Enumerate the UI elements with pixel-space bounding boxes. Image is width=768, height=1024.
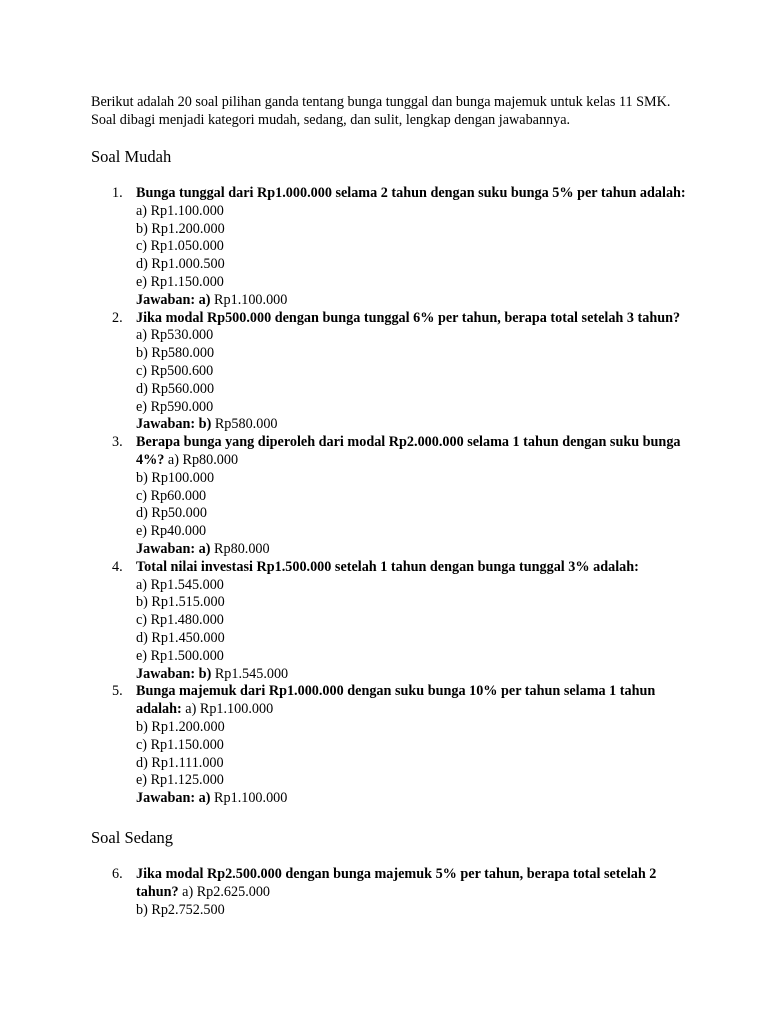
- answer-label: Jawaban: b): [136, 665, 212, 682]
- question-item: [91, 434, 691, 559]
- question-number: 2.: [112, 309, 123, 326]
- option: e) Rp40.000: [136, 523, 207, 540]
- option: e) Rp1.150.000: [136, 273, 224, 290]
- answer-value: Rp1.100.000: [214, 790, 288, 807]
- answer-line: [136, 666, 691, 684]
- answer-value: Rp1.100.000: [214, 291, 288, 308]
- answer-label: Jawaban: b): [136, 416, 212, 433]
- answer-value: Rp80.000: [214, 540, 270, 557]
- option: e) Rp590.000: [136, 398, 214, 415]
- question-number: 6.: [112, 866, 123, 882]
- question-item: [91, 866, 691, 919]
- option: d) Rp50.000: [136, 505, 207, 522]
- question-text: Total nilai investasi Rp1.500.000 setelah 1 tahun dengan bunga tunggal 3% adalah:: [136, 558, 639, 575]
- option: b) Rp2.752.500: [136, 901, 225, 918]
- section-heading: Soal Sedang: [91, 828, 174, 847]
- option: b) Rp580.000: [136, 345, 215, 362]
- option-a: a) Rp1.100.000: [136, 202, 224, 219]
- answer-line: [136, 790, 691, 808]
- question-list: [91, 185, 691, 808]
- option: d) Rp1.450.000: [136, 629, 225, 646]
- option-a: a) Rp2.625.000: [182, 883, 271, 900]
- question-text: Jika modal Rp500.000 dengan bunga tunggal 6% per tahun, berapa total setelah 3 tahun?: [136, 309, 681, 326]
- option: c) Rp1.480.000: [136, 612, 224, 629]
- answer-label: Jawaban: a): [136, 540, 211, 557]
- question-number: 3.: [112, 434, 123, 451]
- option: c) Rp1.150.000: [136, 736, 224, 753]
- answer-label: Jawaban: a): [136, 291, 211, 308]
- question-list: [91, 866, 691, 919]
- answer-line: [136, 292, 691, 310]
- option: e) Rp1.500.000: [136, 647, 224, 664]
- option: c) Rp1.050.000: [136, 238, 224, 255]
- question-text: Berapa bunga yang diperoleh dari modal Rp2.000.000 selama 1 tahun dengan suku bunga 4%?: [136, 434, 681, 468]
- answer-value: Rp580.000: [214, 416, 278, 433]
- question-number: 1.: [112, 185, 123, 201]
- option: d) Rp1.111.000: [136, 754, 224, 771]
- answer-label: Jawaban: a): [136, 790, 211, 807]
- option-a: a) Rp1.100.000: [185, 701, 274, 718]
- option: c) Rp500.600: [136, 362, 214, 379]
- option: b) Rp100.000: [136, 469, 215, 486]
- question-text: Bunga majemuk dari Rp1.000.000 dengan suku bunga 10% per tahun selama 1 tahun adalah:: [136, 683, 656, 718]
- option: d) Rp560.000: [136, 380, 215, 397]
- option: d) Rp1.000.500: [136, 256, 225, 273]
- question-item: [91, 310, 691, 435]
- intro-paragraph: Berikut adalah 20 soal pilihan ganda tentang bunga tunggal dan bunga majemuk untuk kelas 11 SMK. Soal dibagi menjadi kategori mudah, sedang, dan sulit, lengkap dengan jawabannya.: [91, 94, 671, 128]
- option: b) Rp1.200.000: [136, 718, 225, 735]
- question-item: [91, 683, 691, 808]
- option: a) Rp1.545.000: [136, 576, 224, 593]
- answer-line: [136, 541, 691, 559]
- question-item: [91, 185, 691, 310]
- option-a: a) Rp80.000: [167, 451, 239, 468]
- option: b) Rp1.515.000: [136, 594, 225, 611]
- question-number: 5.: [112, 683, 123, 700]
- option: b) Rp1.200.000: [136, 220, 225, 237]
- question-number: 4.: [112, 558, 123, 575]
- answer-value: Rp1.545.000: [214, 665, 289, 682]
- question-item: [91, 559, 691, 684]
- section-heading: Soal Mudah: [91, 147, 172, 166]
- question-text: Bunga tunggal dari Rp1.000.000 selama 2 tahun dengan suku bunga 5% per tahun adalah:: [136, 185, 686, 201]
- option-a: a) Rp530.000: [136, 327, 214, 344]
- option: c) Rp60.000: [136, 487, 207, 504]
- question-text: Jika modal Rp2.500.000 dengan bunga majemuk 5% per tahun, berapa total setelah 2 tahun?: [136, 866, 657, 900]
- option: e) Rp1.125.000: [136, 772, 224, 789]
- answer-line: [136, 416, 691, 434]
